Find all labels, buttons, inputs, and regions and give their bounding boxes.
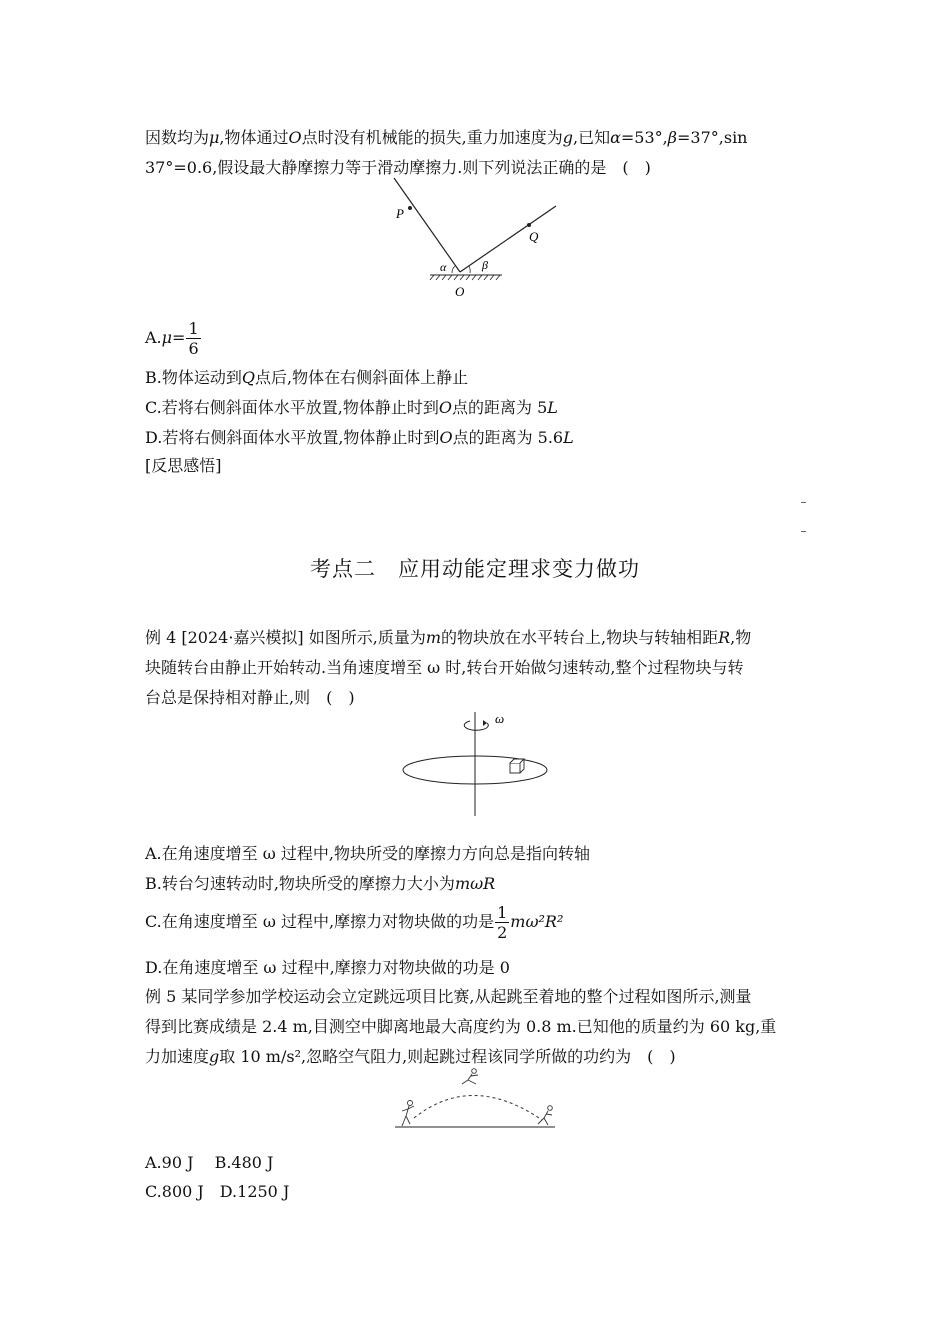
margin-mark	[801, 502, 806, 503]
label-beta: β	[482, 258, 488, 272]
symbol-L: L	[563, 428, 574, 447]
text: C.若将右侧斜面体水平放置,物体静止时到	[145, 398, 439, 417]
symbol-g: g	[209, 1047, 220, 1066]
fraction-one-half	[495, 903, 509, 942]
alpha-arc	[452, 266, 455, 273]
text: =53°,	[620, 128, 668, 147]
ex4-option-a: A.在角速度增至 ω 过程中,物块所受的摩擦力方向总是指向转轴	[145, 844, 590, 863]
symbol-O: O	[438, 398, 452, 417]
text: B.转台匀速转动时,物块所受的摩擦力大小为	[145, 874, 455, 893]
ex5-options-ab: A.90 J B.480 J	[145, 1153, 274, 1172]
left-incline	[394, 178, 460, 272]
symbol-Q: Q	[241, 368, 255, 387]
ex4-option-b	[145, 874, 495, 894]
text: 点的距离为 5.6	[452, 428, 564, 447]
symbol-alpha: α	[610, 128, 621, 147]
expression: mωR	[454, 874, 496, 893]
label-O: O	[455, 284, 465, 299]
q3-option-d	[145, 428, 574, 448]
text: 点时没有机械能的损失,重力加速度为	[301, 128, 563, 147]
arrowhead-icon	[483, 720, 487, 726]
text: 点的距离为 5	[451, 398, 548, 417]
text: 取 10 m/s²,忽略空气阻力,则起跳过程该同学所做的功约为 ( )	[219, 1047, 676, 1066]
text: ,物体通过	[219, 128, 289, 147]
symbol-m: m	[425, 628, 441, 647]
numerator: 1	[188, 319, 199, 338]
ground-hatch	[430, 275, 500, 280]
numerator: 1	[497, 903, 508, 922]
symbol-mu: μ	[161, 328, 173, 347]
text: =	[172, 328, 186, 347]
ex5-options-cd: C.800 J D.1250 J	[145, 1182, 290, 1201]
symbol-R: R	[718, 628, 731, 647]
ex5-line2: 得到比赛成绩是 2.4 m,目测空中脚离地最大高度约为 0.8 m.已知他的质量约为 60 kg,重	[145, 1017, 777, 1036]
symbol-O: O	[288, 128, 302, 147]
margin-mark	[801, 531, 806, 532]
ex5-line3	[145, 1047, 676, 1067]
beta-arc	[469, 266, 470, 273]
label-Q: Q	[529, 229, 539, 244]
symbol-mu: μ	[209, 128, 220, 147]
text: A.	[145, 328, 162, 347]
jumper-land-icon	[538, 1106, 552, 1125]
reflection-label: [反思感悟]	[145, 456, 222, 475]
denominator: 6	[188, 339, 199, 358]
text: 力加速度	[145, 1047, 210, 1066]
symbol-beta: β	[667, 128, 677, 147]
q3-option-c	[145, 398, 558, 418]
right-incline	[460, 206, 556, 272]
fraction-one-sixth	[186, 319, 200, 358]
expression: mω²R²	[510, 912, 564, 931]
ex4-line1	[145, 628, 751, 648]
text: =37°,sin	[677, 128, 748, 147]
ex4-option-c	[145, 902, 563, 942]
section-heading: 考点二 应用动能定理求变力做功	[310, 557, 640, 581]
text: C.在角速度增至 ω 过程中,摩擦力对物块做的功是	[145, 912, 495, 931]
ex4-line3: 台总是保持相对静止,则 ( )	[145, 688, 355, 707]
ex5-line1: 例 5 某同学参加学校运动会立定跳远项目比赛,从起跳至着地的整个过程如图所示,测量	[145, 987, 752, 1006]
label-P: P	[396, 206, 404, 221]
symbol-O: O	[439, 428, 453, 447]
ex4-option-d: D.在角速度增至 ω 过程中,摩擦力对物块做的功是 0	[145, 958, 510, 977]
q3-stem-line1	[145, 128, 747, 148]
q3-option-a	[145, 318, 202, 358]
inclined-planes-figure	[396, 178, 565, 300]
text: 的物块放在水平转台上,物块与转轴相距	[441, 628, 719, 647]
trajectory-path	[414, 1095, 542, 1120]
text: ,物	[730, 628, 752, 647]
label-alpha: α	[440, 260, 447, 274]
turntable-figure	[400, 708, 550, 820]
block-cube	[510, 759, 524, 773]
text: D.若将右侧斜面体水平放置,物体静止时到	[145, 428, 440, 447]
label-omega: ω	[495, 711, 505, 726]
text: 因数均为	[145, 128, 210, 147]
symbol-L: L	[547, 398, 558, 417]
denominator: 2	[497, 923, 508, 942]
text: ,已知	[572, 128, 611, 147]
long-jump-figure	[392, 1066, 558, 1132]
q3-option-b	[145, 368, 468, 388]
text: 例 4 [2024·嘉兴模拟] 如图所示,质量为	[145, 628, 426, 647]
q3-stem-line2: 37°=0.6,假设最大静摩擦力等于滑动摩擦力.则下列说法正确的是 ( )	[145, 158, 651, 177]
text: B.物体运动到	[145, 368, 242, 387]
point-P	[408, 206, 412, 210]
text: 点后,物体在右侧斜面体上静止	[254, 368, 469, 387]
symbol-g: g	[562, 128, 573, 147]
jumper-start-icon	[402, 1101, 414, 1127]
jumper-mid-icon	[462, 1069, 478, 1084]
ex4-line2: 块随转台由静止开始转动.当角速度增至 ω 时,转台开始做匀速转动,整个过程物块与转	[145, 658, 744, 677]
point-Q	[527, 223, 531, 227]
